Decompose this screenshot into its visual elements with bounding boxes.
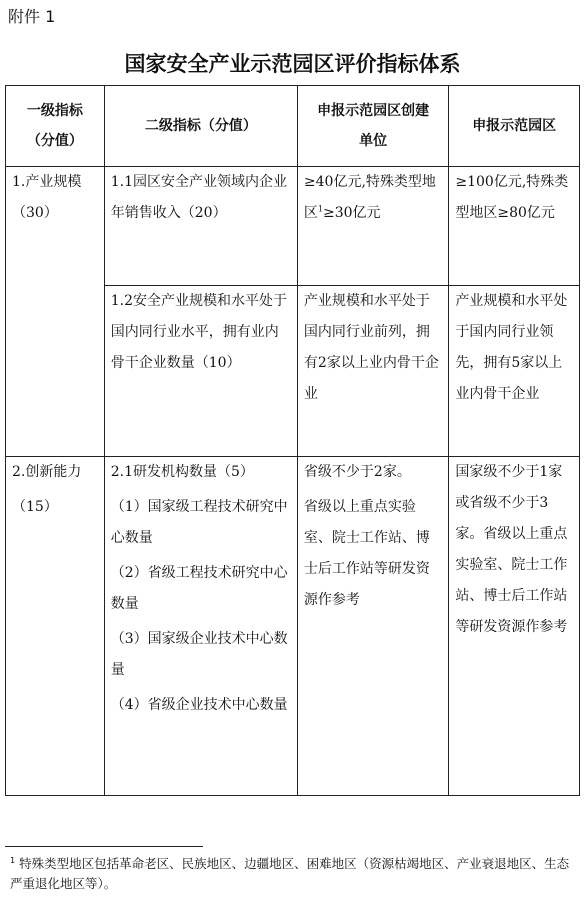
create-unit-cell: 产业规模和水平处于国内同行业前列，拥有2家以上业内骨干企业 (297, 286, 448, 457)
level2-item: （2）省级工程技术研究中心数量 (110, 565, 288, 612)
table-header-row (6, 86, 580, 167)
level1-name: 2.创新能力 (12, 464, 82, 480)
table-row (6, 457, 580, 796)
level1-score: （15） (12, 499, 58, 515)
create-unit-text-pre: ≥40亿元,特殊类型地区 (303, 174, 436, 221)
create-unit-text: 省级不少于2家。 (303, 464, 411, 480)
create-unit-text-post: ≥30亿元 (323, 205, 381, 221)
level1-cell (6, 457, 105, 796)
create-unit-cell (297, 167, 448, 286)
header-level1-score: （分值） (26, 133, 83, 149)
level2-item: （4）省级企业技术中心数量 (110, 697, 288, 713)
header-park: 申报示范园区 (449, 86, 580, 167)
level1-name: 1.产业规模 (12, 174, 82, 190)
level2-cell (104, 457, 297, 796)
header-level1-name: 一级指标 (26, 103, 83, 119)
level2-cell: 1.1园区安全产业领域内企业年销售收入（20） (104, 167, 297, 286)
level2-title: 2.1研发机构数量（5） (110, 464, 254, 480)
footnote (10, 851, 578, 894)
level1-score: （30） (12, 205, 58, 221)
footnote-mark: 1 (10, 856, 16, 865)
indicator-table (5, 85, 580, 796)
header-create-unit-line2: 单位 (359, 133, 388, 149)
page-title: 国家安全产业示范园区评价指标体系 (124, 51, 461, 76)
footnote-ref: 1 (317, 204, 324, 214)
header-level2: 二级指标（分值） (104, 86, 297, 167)
create-unit-note: 省级以上重点实验室、院士工作站、博士后工作站等研发资源作参考 (303, 499, 430, 608)
level2-item: （1）国家级工程技术研究中心数量 (110, 499, 288, 546)
footnote-text: 特殊类型地区包括革命老区、民族地区、边疆地区、困难地区（资源枯竭地区、产业衰退地区、生态严重退化地区等）。 (10, 856, 570, 892)
create-unit-cell (297, 457, 448, 796)
header-create-unit (297, 86, 448, 167)
attachment-label: 附件 1 (8, 7, 56, 26)
header-level1 (6, 86, 105, 167)
park-cell: 国家级不少于1家或省级不少于3家。省级以上重点实验室、院士工作站、博士后工作站等研发资源作参考 (449, 457, 580, 796)
park-cell: ≥100亿元,特殊类型地区≥80亿元 (449, 167, 580, 286)
level2-item: （3）国家级企业技术中心数量 (110, 631, 288, 678)
park-cell: 产业规模和水平处于国内同行业领先，拥有5家以上业内骨干企业 (449, 286, 580, 457)
level1-cell (6, 167, 105, 457)
header-create-unit-line1: 申报示范园区创建 (317, 103, 430, 119)
footnote-divider (5, 846, 203, 847)
table-row (6, 167, 580, 286)
level2-cell: 1.2安全产业规模和水平处于国内同行业水平，拥有业内骨干企业数量（10） (104, 286, 297, 457)
